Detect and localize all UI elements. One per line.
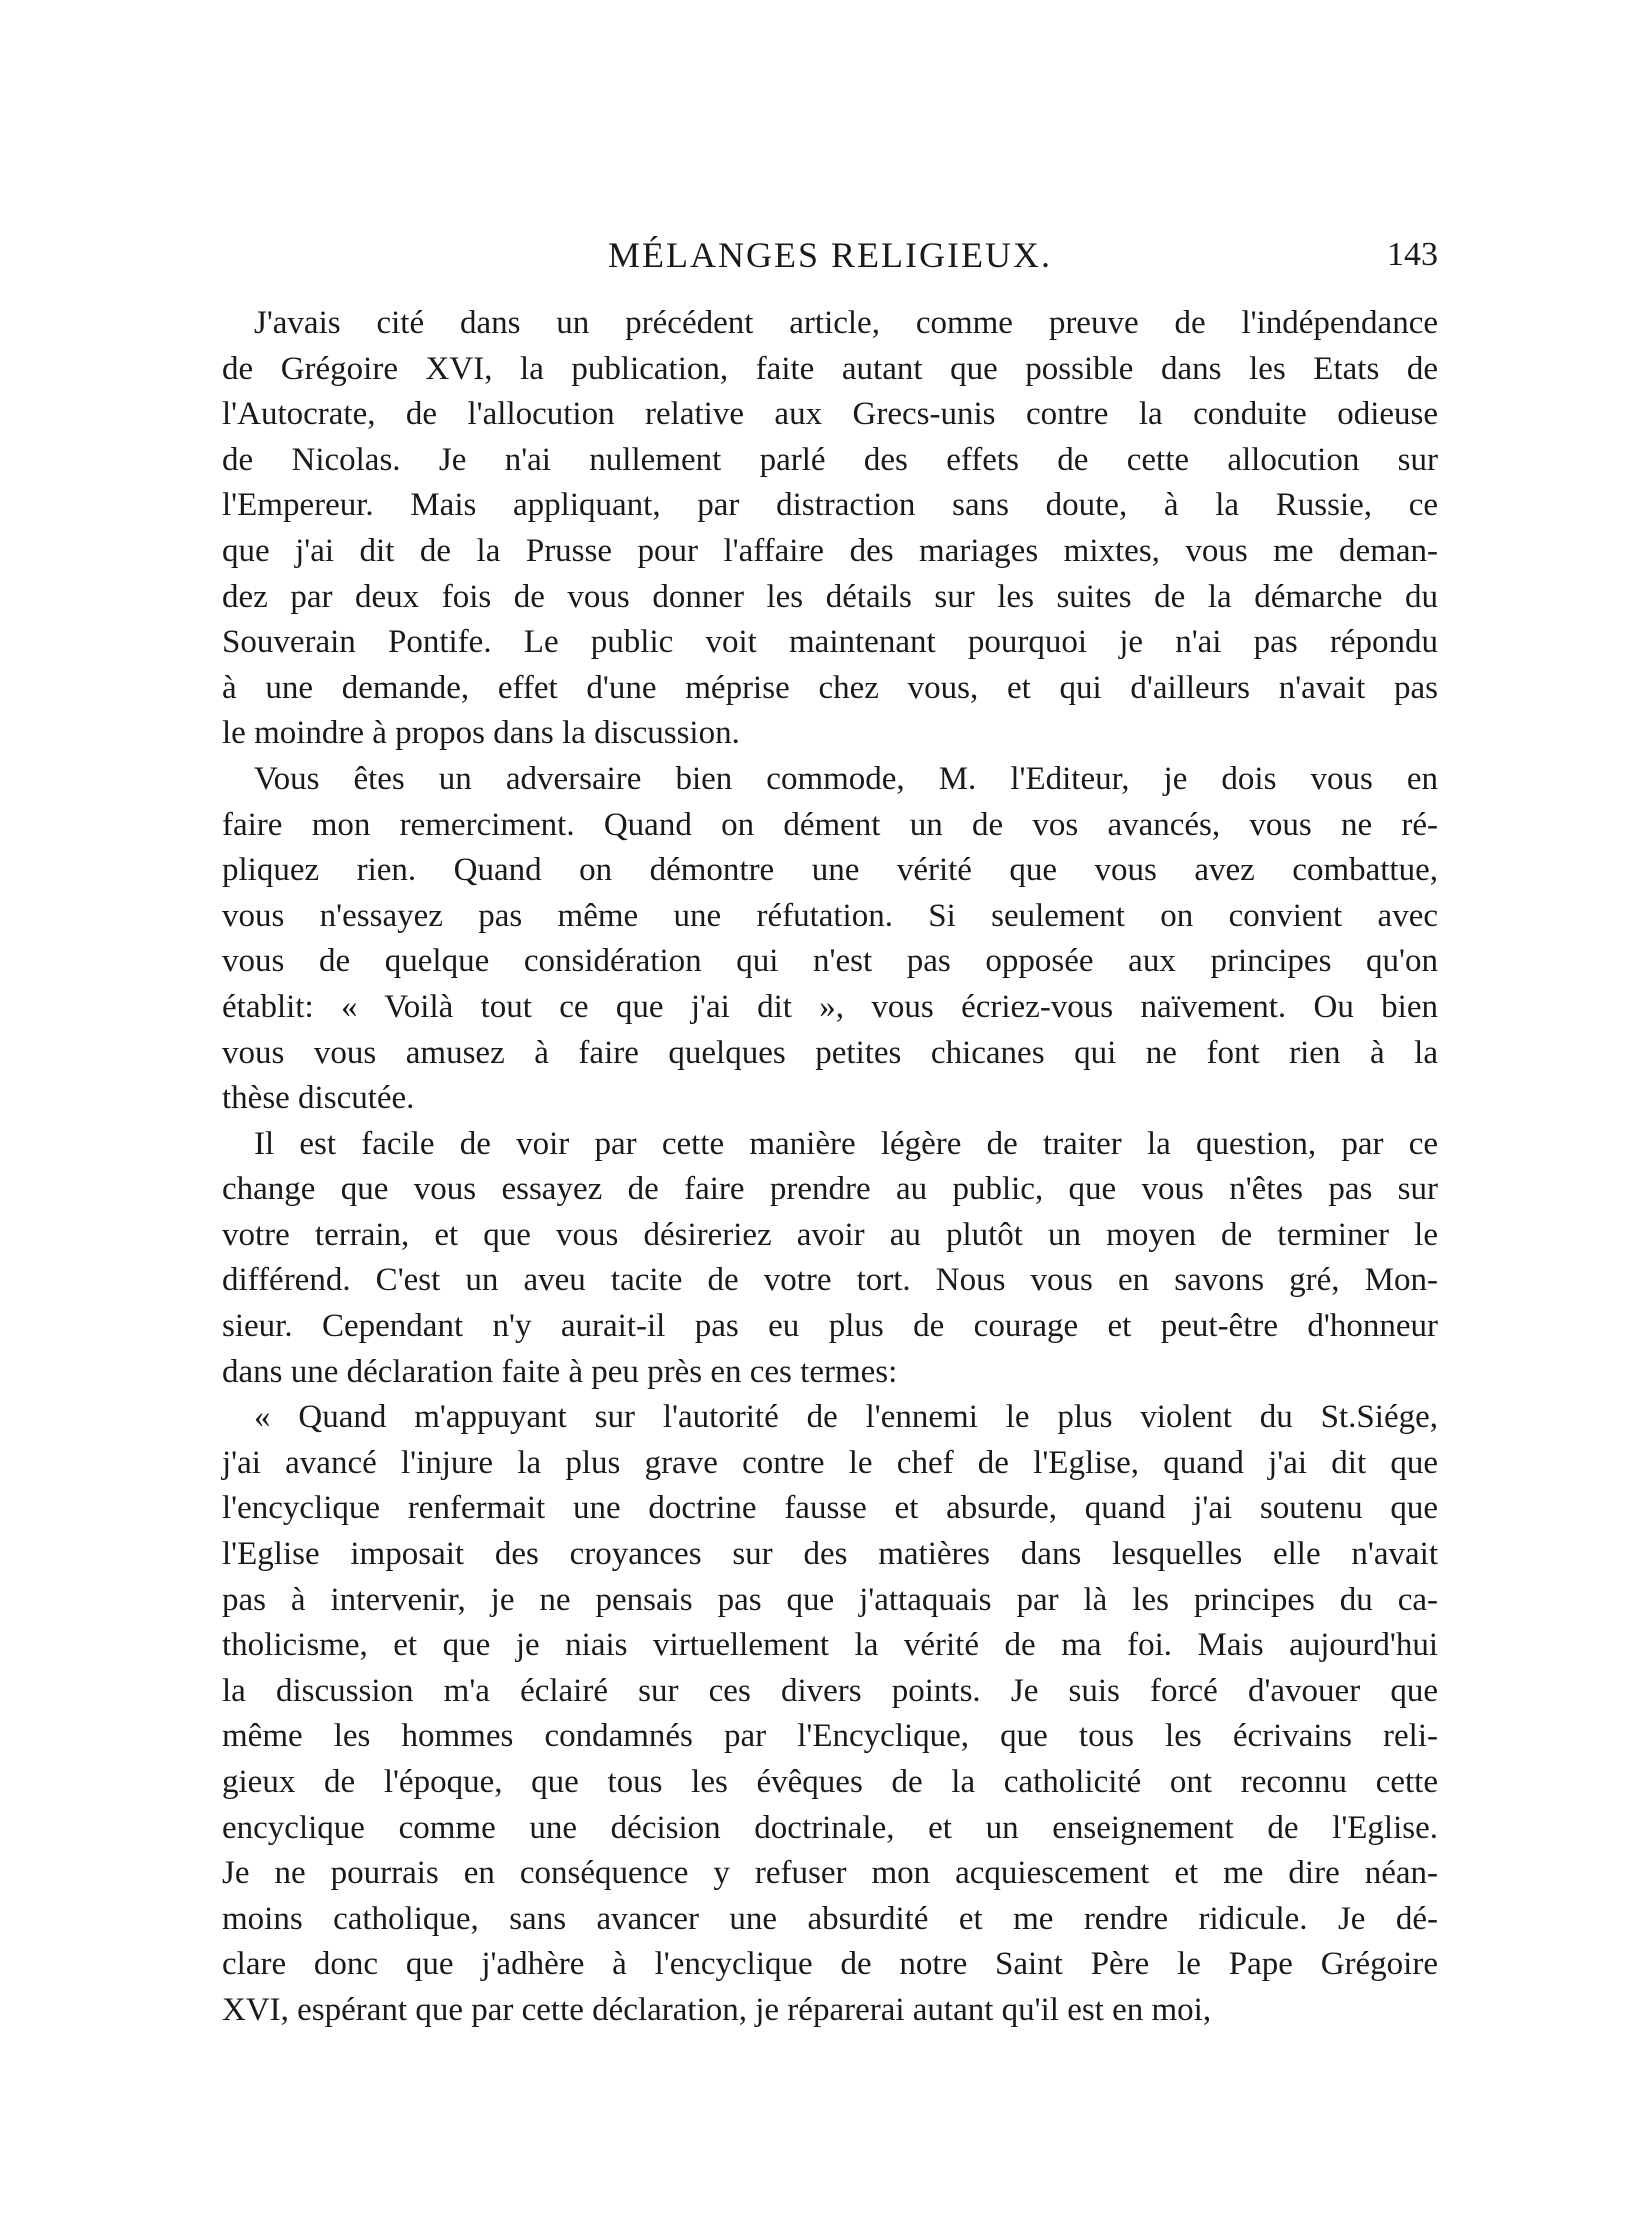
text-line: Je ne pourrais en conséquence y refuser mon acquiescement et me dire néan-	[222, 1855, 1438, 1892]
text-line: dans une déclaration faite à peu près en ces termes:	[222, 1353, 898, 1390]
paragraph	[222, 1122, 1438, 1396]
text-line: l'Autocrate, de l'allocution relative aux Grecs-unis contre la conduite odieuse	[222, 396, 1438, 433]
paragraph	[222, 757, 1438, 1122]
text-line: l'encyclique renfermait une doctrine fausse et absurde, quand j'ai soutenu que	[222, 1490, 1438, 1527]
text-line: établit: « Voilà tout ce que j'ai dit », vous écriez-vous naïvement. Ou bien	[222, 988, 1438, 1025]
text-line: pas à intervenir, je ne pensais pas que j'attaquais par là les principes du ca-	[222, 1581, 1438, 1618]
text-line: gieux de l'époque, que tous les évêques de la catholicité ont reconnu cette	[222, 1764, 1438, 1800]
paragraph	[222, 1395, 1438, 2033]
text-line: même les hommes condamnés par l'Encyclique, que tous les écrivains reli-	[222, 1718, 1438, 1755]
text-line: vous vous amusez à faire quelques petites chicanes qui ne font rien à la	[222, 1034, 1438, 1071]
text-line: faire mon remerciment. Quand on dément un de vos avancés, vous ne ré-	[222, 806, 1438, 843]
text-line: J'avais cité dans un précédent article, comme preuve de l'indépendance	[254, 305, 1438, 341]
page-number: 143	[1387, 236, 1438, 273]
text-line: de Nicolas. Je n'ai nullement parlé des effets de cette allocution sur	[222, 441, 1438, 478]
text-line: change que vous essayez de faire prendre au public, que vous n'êtes pas sur	[222, 1171, 1438, 1208]
body-text	[222, 301, 1438, 2034]
text-line: moins catholique, sans avancer une absurdité et me rendre ridicule. Je dé-	[222, 1900, 1438, 1937]
text-line: j'ai avancé l'injure la plus grave contre le chef de l'Eglise, quand j'ai dit que	[222, 1444, 1438, 1481]
text-line: tholicisme, et que je niais virtuellement la vérité de ma foi. Mais aujourd'hui	[222, 1627, 1438, 1664]
text-line: à une demande, effet d'une méprise chez vous, et qui d'ailleurs n'avait pas	[222, 669, 1438, 706]
text-line: le moindre à propos dans la discussion.	[222, 715, 740, 752]
text-line: vous n'essayez pas même une réfutation. Si seulement on convient avec	[222, 897, 1438, 934]
text-line: votre terrain, et que vous désireriez avoir au plutôt un moyen de terminer le	[222, 1216, 1438, 1253]
text-line: Il est facile de voir par cette manière légère de traiter la question, par ce	[254, 1125, 1438, 1162]
running-title: MÉLANGES RELIGIEUX.	[608, 235, 1052, 275]
text-line: thèse discutée.	[222, 1080, 415, 1117]
paragraph	[222, 301, 1438, 757]
text-line: que j'ai dit de la Prusse pour l'affaire des mariages mixtes, vous me deman-	[222, 532, 1438, 569]
text-line: la discussion m'a éclairé sur ces divers points. Je suis forcé d'avouer que	[222, 1672, 1438, 1709]
text-line: Souverain Pontife. Le public voit maintenant pourquoi je n'ai pas répondu	[222, 624, 1438, 661]
text-line: pliquez rien. Quand on démontre une vérité que vous avez combattue,	[222, 852, 1438, 889]
text-line: dez par deux fois de vous donner les détails sur les suites de la démarche du	[222, 578, 1438, 615]
text-line: encyclique comme une décision doctrinale, et un enseignement de l'Eglise.	[222, 1809, 1438, 1846]
text-line: de Grégoire XVI, la publication, faite autant que possible dans les Etats de	[222, 350, 1438, 387]
text-line: « Quand m'appuyant sur l'autorité de l'ennemi le plus violent du St.Siége,	[254, 1399, 1438, 1436]
text-line: l'Eglise imposait des croyances sur des matières dans lesquelles elle n'avait	[222, 1536, 1438, 1573]
running-head	[222, 233, 1438, 277]
text-line: clare donc que j'adhère à l'encyclique de notre Saint Père le Pape Grégoire	[222, 1946, 1438, 1983]
text-line: l'Empereur. Mais appliquant, par distraction sans doute, à la Russie, ce	[222, 487, 1438, 524]
text-line: vous de quelque considération qui n'est pas opposée aux principes qu'on	[222, 943, 1438, 980]
text-line: différend. C'est un aveu tacite de votre tort. Nous vous en savons gré, Mon-	[222, 1262, 1438, 1299]
text-line: sieur. Cependant n'y aurait-il pas eu plus de courage et peut-être d'honneur	[222, 1308, 1438, 1345]
text-line: Vous êtes un adversaire bien commode, M. l'Editeur, je dois vous en	[254, 760, 1438, 797]
text-line: XVI, espérant que par cette déclaration, je réparerai autant qu'il est en moi,	[222, 1991, 1212, 2028]
